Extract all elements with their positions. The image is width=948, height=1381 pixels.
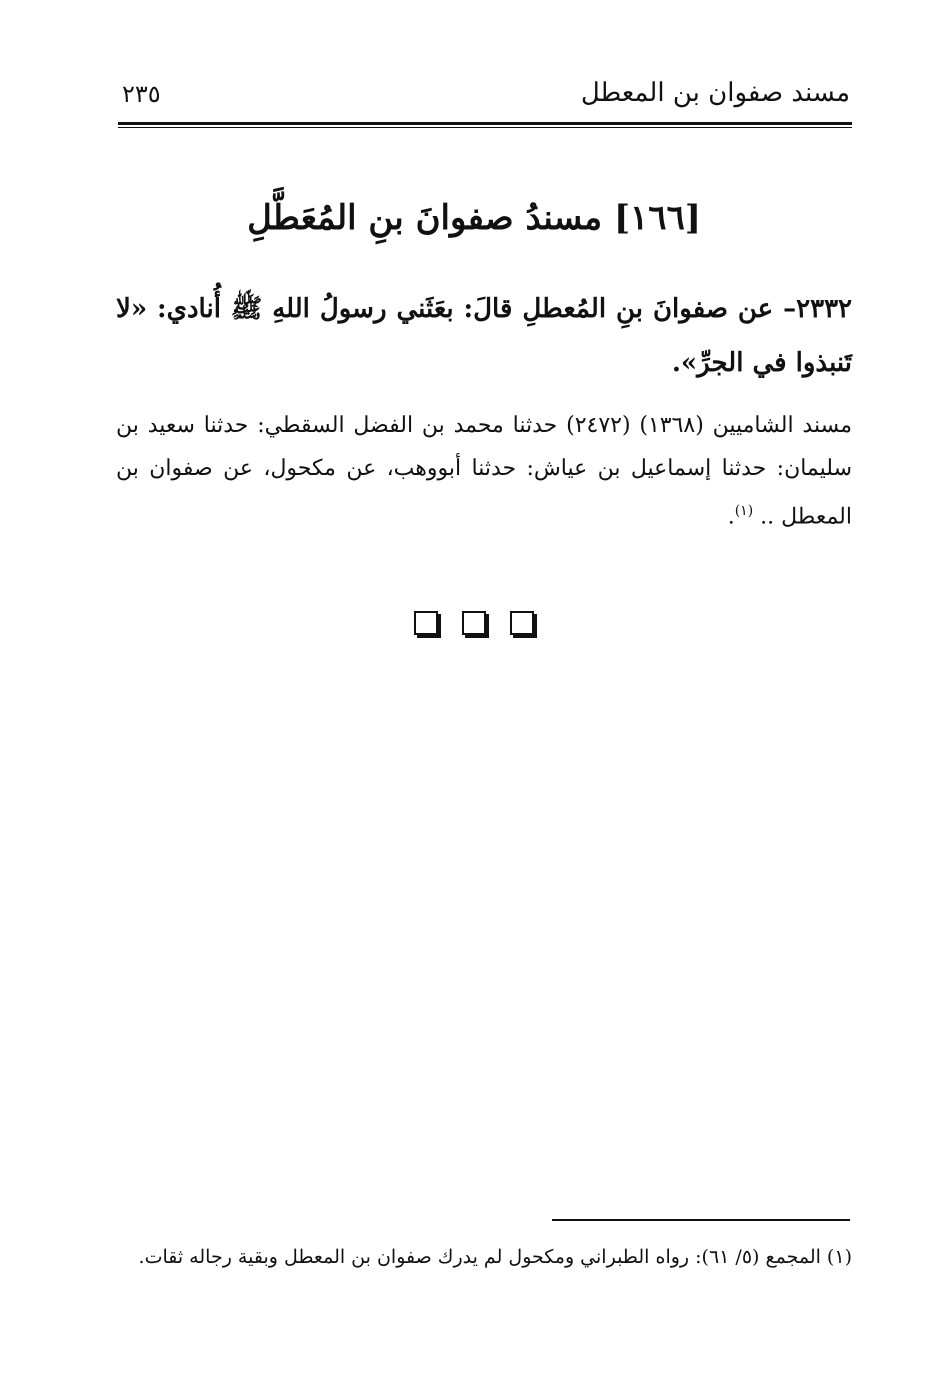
ornament-square-icon	[462, 611, 486, 635]
page-number: ٢٣٥	[122, 80, 161, 108]
hadith-text: ٢٣٣٢– عن صفوانَ بنِ المُعطلِ قالَ: بعَثَني رسولُ اللهِ ﷺ أُنادي: «لا تَنبذوا في الجرِّ».	[116, 294, 852, 378]
section-end-ornament	[0, 611, 948, 635]
isnad-end: .	[727, 504, 735, 530]
isnad-paragraph	[116, 404, 852, 538]
footnote-text: (١) المجمع (٥/ ٦١): رواه الطبراني ومكحول لم يدرك صفوان بن المعطل وبقية رجاله ثقات.	[138, 1246, 852, 1268]
footnote-separator	[552, 1219, 850, 1221]
footnote-reference[interactable]: (١)	[734, 503, 754, 519]
header-rule-thin	[118, 127, 852, 128]
running-title: مسند صفوان بن المعطل	[580, 78, 850, 108]
ornament-square-icon	[510, 611, 534, 635]
section-heading: [١٦٦] مسندُ صفوانَ بنِ المُعَطَّلِ	[247, 198, 701, 238]
header-rule-thick	[118, 122, 852, 125]
isnad-text: مسند الشاميين (١٣٦٨) (٢٤٧٢) حدثنا محمد بن الفضل السقطي: حدثنا سعيد بن سليمان: حدثنا إسماعيل بن عياش: حدثنا أبووهب، عن مكحول، عن صفوان بن المعطل ..	[116, 413, 852, 530]
ornament-square-icon	[414, 611, 438, 635]
